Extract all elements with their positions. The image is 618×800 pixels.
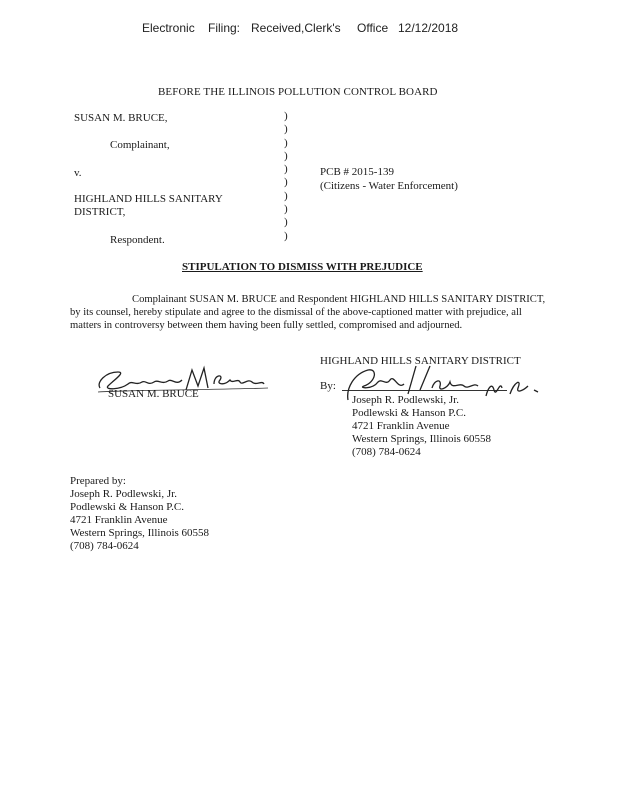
paren: ) — [284, 110, 288, 122]
respondent-role: Respondent. — [110, 234, 165, 246]
case-number: PCB # 2015-139 — [320, 166, 394, 178]
paren: ) — [284, 149, 288, 162]
paren: ) — [284, 229, 288, 242]
prepared-by-address1: 4721 Franklin Avenue — [70, 514, 168, 526]
paren: ) — [284, 203, 288, 216]
board-title: BEFORE THE ILLINOIS POLLUTION CONTROL BOARD — [158, 86, 438, 98]
efiling-date: 12/12/2018 — [398, 21, 459, 35]
prepared-by-phone: (708) 784-0624 — [70, 540, 139, 552]
prepared-by-label: Prepared by: — [70, 475, 126, 487]
district-entity: HIGHLAND HILLS SANITARY DISTRICT — [320, 355, 521, 367]
efiling-label-received: Received,Clerk's — [251, 21, 341, 35]
complainant-role: Complainant, — [110, 139, 170, 151]
signer-printed-name: SUSAN M. BRUCE — [108, 388, 199, 400]
paren: ) — [284, 216, 288, 229]
district-counsel-block — [352, 394, 491, 459]
paren: ) — [284, 136, 288, 149]
counsel-address1: 4721 Franklin Avenue — [352, 420, 450, 432]
document-title: STIPULATION TO DISMISS WITH PREJUDICE — [182, 261, 423, 273]
paren: ) — [284, 189, 288, 202]
respondent-name-line1: HIGHLAND HILLS SANITARY — [74, 193, 223, 205]
prepared-by-address2: Western Springs, Illinois 60558 — [70, 527, 210, 539]
efiling-label-office: Office — [357, 21, 389, 35]
counsel-firm: Podlewski & Hanson P.C. — [352, 407, 466, 419]
stipulation-body: Complainant SUSAN M. BRUCE and Respondent HIGHLAND HILLS SANITARY DISTRICT, by its counsel, hereby stipulate and agree to the dismissal of the above-captioned matter with prejudice, all matters in controversy between them having been fully settled, compromised and adjourned. — [70, 294, 546, 331]
prepared-by-name: Joseph R. Podlewski, Jr. — [70, 488, 177, 500]
efiling-label-filing: Filing: — [208, 21, 241, 35]
complainant-name: SUSAN M. BRUCE, — [74, 112, 168, 124]
caption-parens — [284, 110, 288, 243]
counsel-name: Joseph R. Podlewski, Jr. — [352, 394, 459, 406]
counsel-phone: (708) 784-0624 — [352, 446, 421, 458]
by-label: By: — [320, 380, 336, 392]
counsel-address2: Western Springs, Illinois 60558 — [352, 433, 492, 445]
case-type: (Citizens - Water Enforcement) — [320, 180, 458, 192]
prepared-by-firm: Podlewski & Hanson P.C. — [70, 501, 184, 513]
paren: ) — [284, 176, 288, 189]
efiling-label-electronic: Electronic — [142, 21, 195, 35]
prepared-by-block — [70, 475, 209, 553]
paren: ) — [284, 163, 288, 176]
respondent-name-line2: DISTRICT, — [74, 206, 126, 218]
versus-label: v. — [74, 167, 82, 179]
paren: ) — [284, 123, 288, 136]
